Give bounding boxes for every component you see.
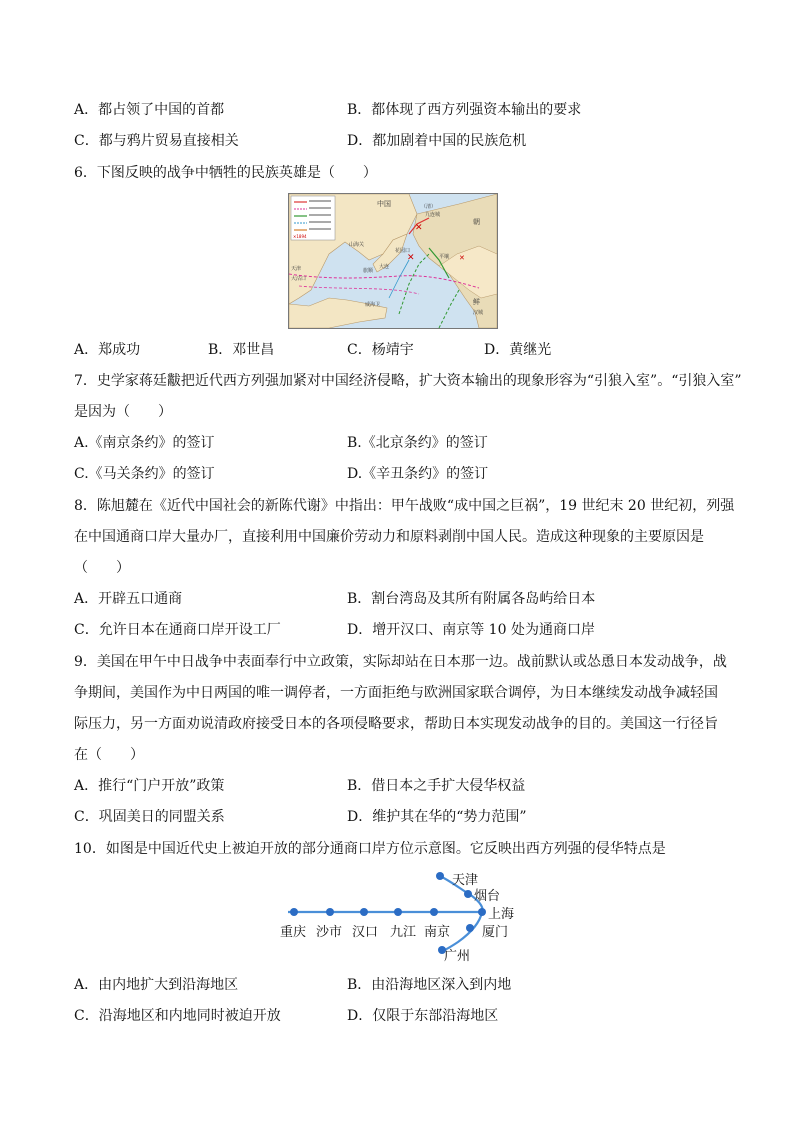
port-label-guangzhou: 广州 <box>444 949 471 964</box>
map-label-dalian: 大连 <box>379 264 390 270</box>
port-label-xiamen: 厦门 <box>482 925 509 940</box>
port-label-tianjin: 天津 <box>452 873 479 888</box>
port-node-shashi <box>326 908 334 916</box>
map-label-lushun: 旅顺 <box>363 268 374 274</box>
svg-text:✕1894: ✕1894 <box>293 234 307 239</box>
q6-option-b: B．邓世昌 <box>208 342 275 358</box>
map-label-weihaiwei: 威海卫 <box>365 302 381 308</box>
q8-option-c: C．允许日本在通商口岸开设工厂 <box>74 622 281 638</box>
port-label-nanjing: 南京 <box>424 925 451 940</box>
port-label-hankou: 汉口 <box>352 925 379 940</box>
q5-option-a: A．都占领了中国的首都 <box>74 102 225 118</box>
q9-stem-line1: 9．美国在甲午中日战争中表面奉行中立政策，实际却站在日本那一边。战前默认或怂恿日本发动战争，战 <box>74 654 727 670</box>
q8-stem-line3: （ ） <box>74 560 130 576</box>
svg-text:✕: ✕ <box>415 223 423 233</box>
q9-option-a: A．推行“门户开放”政策 <box>74 778 225 794</box>
svg-text:✕: ✕ <box>407 253 415 263</box>
map-label-korea2: 鲜 <box>473 298 480 306</box>
q7-option-d: D.《辛丑条约》的签订 <box>347 466 489 482</box>
q7-option-c: C.《马关条约》的签订 <box>74 466 215 482</box>
q7-option-a: A.《南京条约》的签订 <box>74 435 215 451</box>
q10-port-diagram <box>276 866 516 966</box>
q6-option-d: D．黄继光 <box>484 342 552 358</box>
port-label-shanghai: 上海 <box>488 907 515 922</box>
map-svg <box>289 194 497 328</box>
map-label-shanhaiguan: 山海关 <box>349 242 365 248</box>
q6-war-map <box>288 193 498 329</box>
port-node-chongqing <box>290 908 298 916</box>
port-label-chongqing: 重庆 <box>280 925 307 940</box>
q10-option-b: B．由沿海地区深入到内地 <box>347 977 512 993</box>
map-label-china: 中国 <box>377 200 391 208</box>
port-node-jiujiang <box>394 908 402 916</box>
map-label-pyongyang: 平壤 <box>439 254 450 260</box>
map-label-korea: 朝 <box>473 218 480 226</box>
port-label-jiujiang: 九江 <box>390 925 417 940</box>
q10-option-c: C．沿海地区和内地同时被迫开放 <box>74 1008 281 1024</box>
q5-option-b: B．都体现了西方列强资本输出的要求 <box>347 102 582 118</box>
port-node-tianjin <box>436 872 444 880</box>
q10-option-a: A．由内地扩大到沿海地区 <box>74 977 239 993</box>
q6-option-c: C．杨靖宇 <box>347 342 414 358</box>
map-label-dagukou: 大沽口 <box>291 276 307 282</box>
q9-stem-line3: 际压力，另一方面劝说清政府接受日本的各项侵略要求，帮助日本实现发动战争的目的。美国这一行径旨 <box>74 716 718 732</box>
q10-option-d: D．仅限于东部沿海地区 <box>347 1008 499 1024</box>
port-node-shanghai <box>478 908 486 916</box>
q8-option-a: A．开辟五口通商 <box>74 591 183 607</box>
q5-option-c: C．都与鸦片贸易直接相关 <box>74 133 239 149</box>
map-label-hancheng: 汉城 <box>473 310 484 316</box>
q7-stem-line2: 是因为（ ） <box>74 404 172 420</box>
q5-option-d: D．都加剧着中国的民族危机 <box>347 133 527 149</box>
q6-option-a: A．郑成功 <box>74 342 141 358</box>
q8-stem-line2: 在中国通商口岸大量办厂，直接利用中国廉价劳动力和原料剥削中国人民。造成这种现象的主要原因是 <box>74 529 704 545</box>
map-label-tianjin: 天津 <box>291 266 302 272</box>
q7-option-b: B.《北京条约》的签订 <box>347 435 488 451</box>
q8-option-b: B．割台湾岛及其所有附属各岛屿给日本 <box>347 591 596 607</box>
q7-stem-line1: 7．史学家蒋廷黻把近代西方列强加紧对中国经济侵略，扩大资本输出的现象形容为“引狼入室”。“引狼入室” <box>74 373 742 389</box>
q9-stem-line2: 争期间，美国作为中日两国的唯一调停者，一方面拒绝与欧洲国家联合调停，为日本继续发动战争减轻国 <box>74 685 718 701</box>
q9-stem-line4: 在（ ） <box>74 747 144 763</box>
port-node-nanjing <box>430 908 438 916</box>
q10-stem: 10．如图是中国近代史上被迫开放的部分通商口岸方位示意图。它反映出西方列强的侵华特点是 <box>74 841 666 857</box>
q8-option-d: D．增开汉口、南京等 10 处为通商口岸 <box>347 622 595 638</box>
q9-option-b: B．借日本之手扩大侵华权益 <box>347 778 526 794</box>
q8-stem-line1: 8．陈旭麓在《近代中国社会的新陈代谢》中指出：甲午战败“成中国之巨祸”，19 世纪末 20 世纪初，列强 <box>74 498 735 514</box>
q9-option-d: D．维护其在华的“势力范围” <box>347 809 527 825</box>
map-label-jiuliancheng: 九连城 <box>425 212 441 218</box>
port-diagram-svg <box>276 866 516 966</box>
port-node-xiamen <box>466 924 474 932</box>
port-label-shashi: 沙市 <box>316 925 343 940</box>
map-label-qing: （清） <box>421 204 437 210</box>
q6-stem: 6．下图反映的战争中牺牲的民族英雄是（ ） <box>74 165 377 181</box>
svg-text:✕: ✕ <box>459 254 465 262</box>
port-node-yantai <box>464 890 472 898</box>
q9-option-c: C．巩固美日的同盟关系 <box>74 809 225 825</box>
port-node-hankou <box>360 908 368 916</box>
map-label-huayuankou: 花园口 <box>395 248 411 254</box>
port-label-yantai: 烟台 <box>474 889 501 904</box>
